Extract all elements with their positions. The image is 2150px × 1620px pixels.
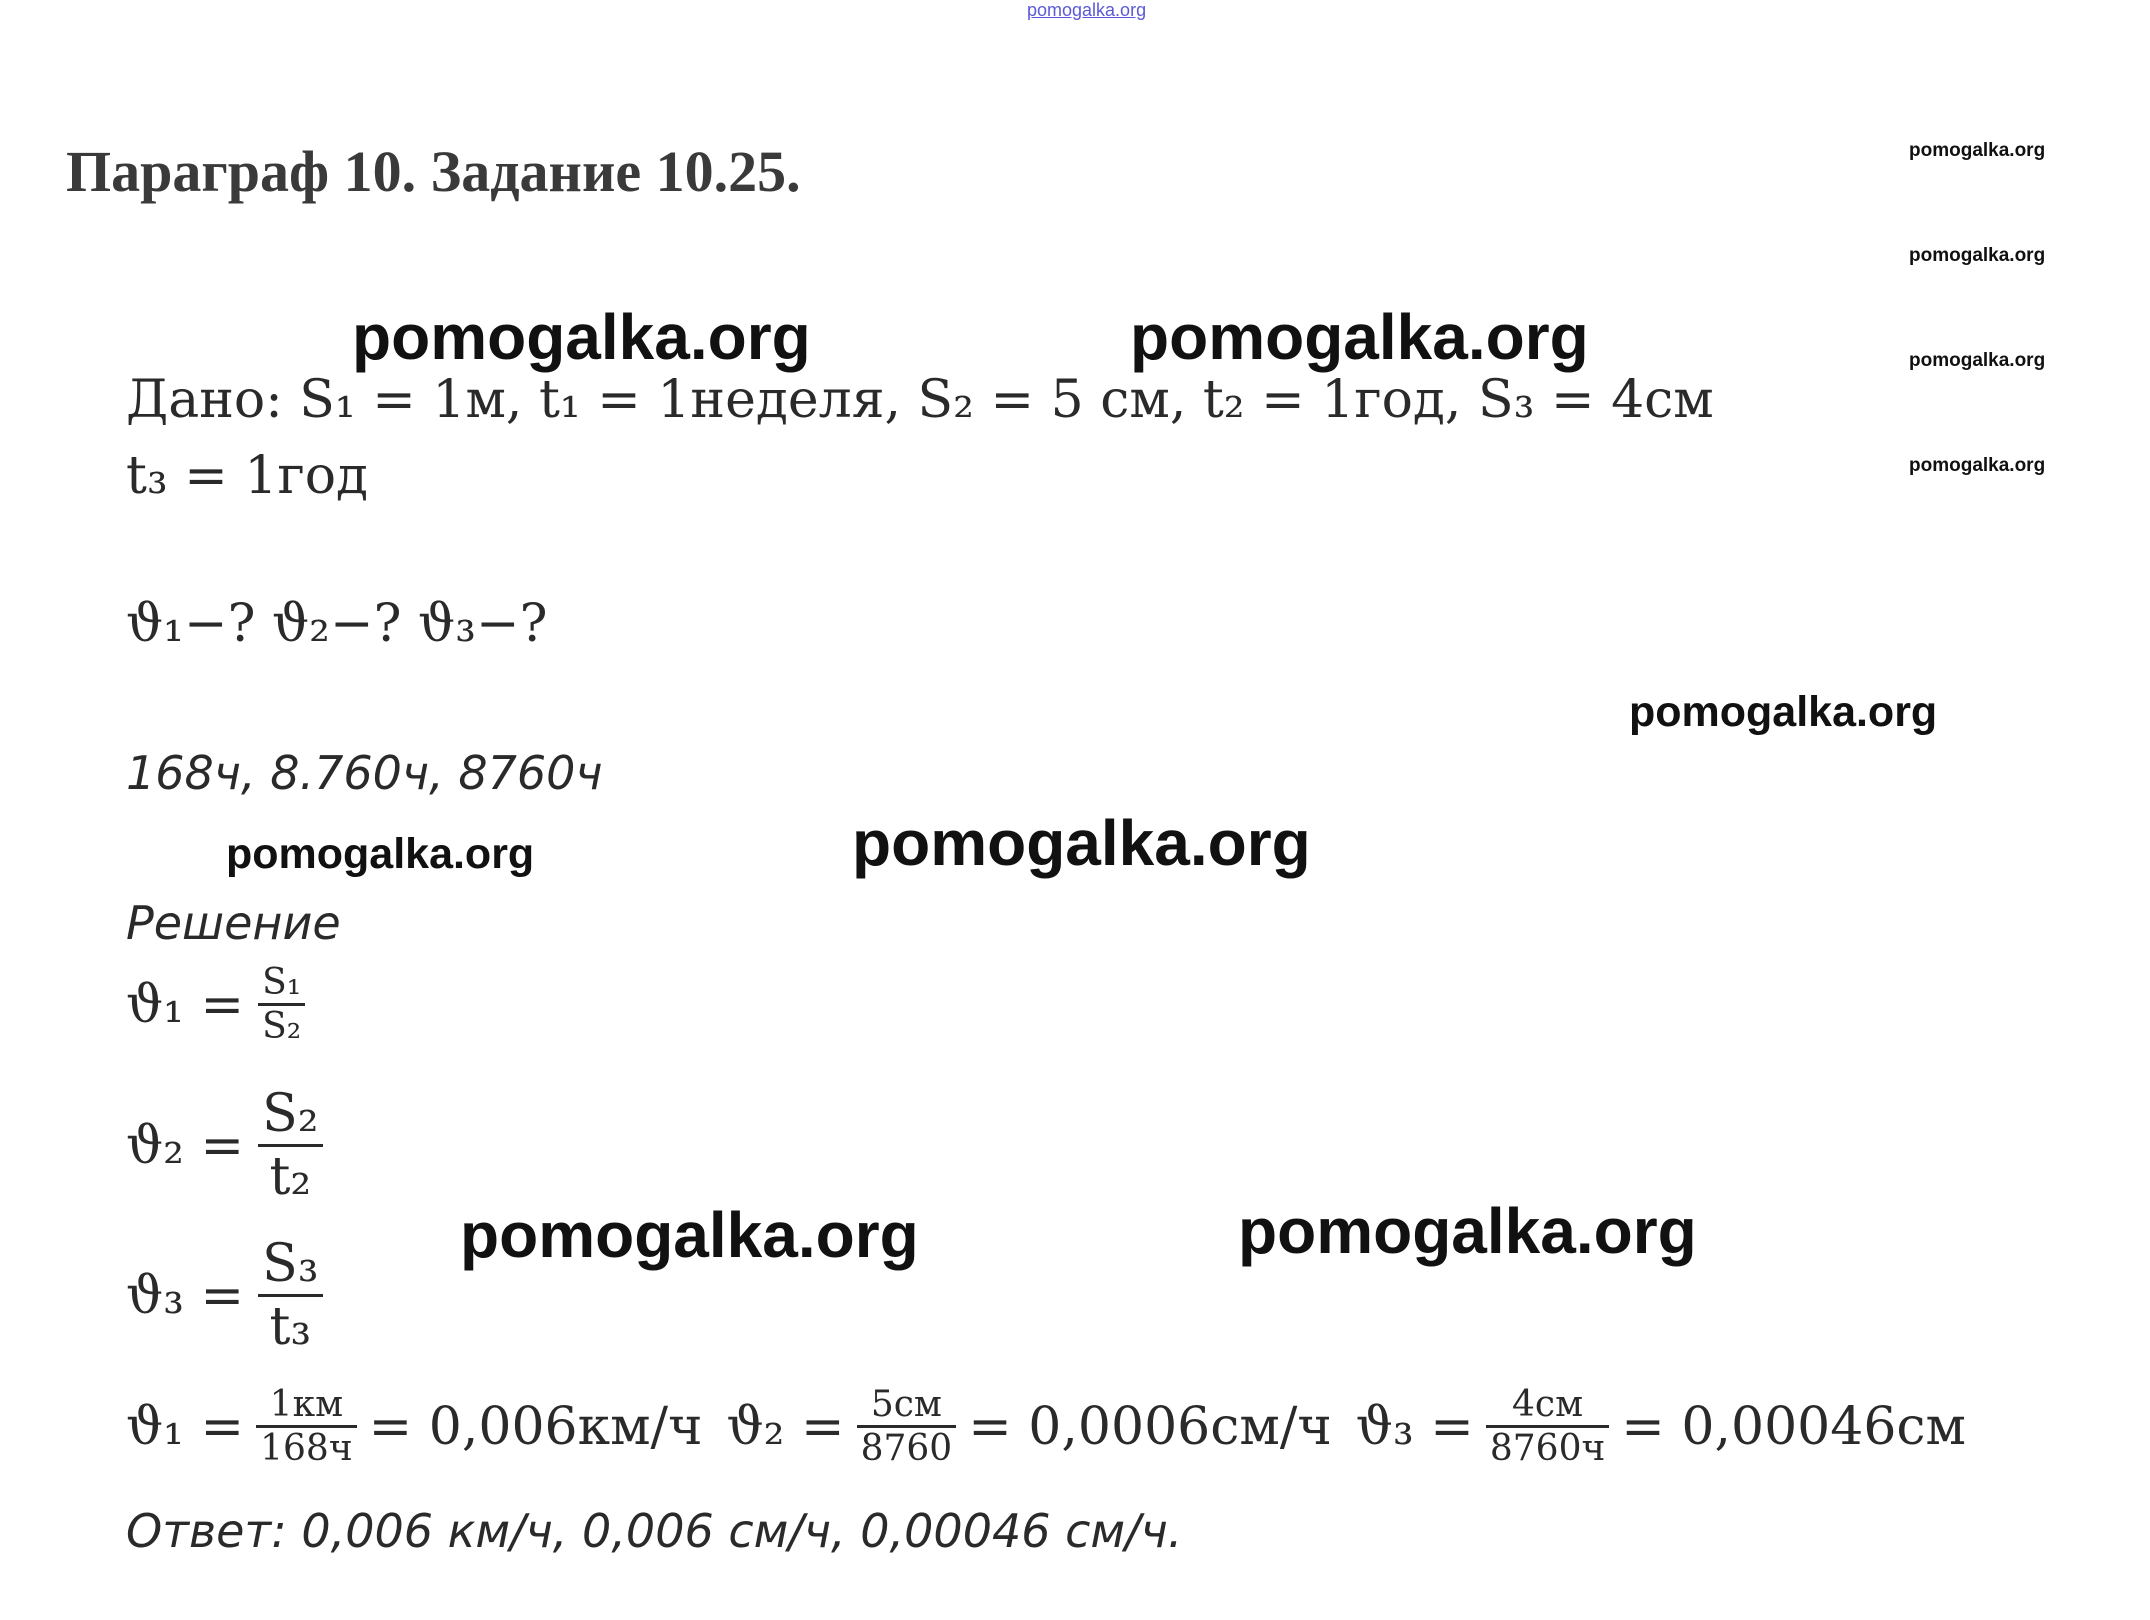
formula-v2-fraction (258, 1084, 322, 1207)
given-line-2: t₃ = 1год (126, 446, 369, 506)
calc-v2-lhs: ϑ₂ = (726, 1396, 845, 1457)
formula-v1-denominator: S₂ (262, 1006, 302, 1047)
watermark-large-4: pomogalka.org (460, 1199, 919, 1271)
formula-v1-fraction (258, 962, 305, 1047)
calc-v1-result: = 0,006км/ч (368, 1396, 703, 1457)
watermark-small-2: pomogalka.org (1909, 245, 2046, 266)
watermark-small-4: pomogalka.org (1909, 455, 2046, 476)
watermark-medium-2: pomogalka.org (226, 830, 535, 878)
calculation-row (126, 1384, 2086, 1469)
given-line-1: Дано: S₁ = 1м, t₁ = 1неделя, S₂ = 5 см, t₂ = 1год, S₃ = 4см (126, 370, 1714, 430)
watermark-large-2: pomogalka.org (1130, 301, 1589, 373)
formula-v1-lhs: ϑ₁ = (126, 974, 245, 1035)
formula-v1-numerator: S₁ (258, 962, 305, 1006)
calc-v2-numerator: 5см (857, 1384, 957, 1428)
watermark-small-3: pomogalka.org (1909, 350, 2046, 371)
calc-v3-lhs: ϑ₃ = (1355, 1396, 1474, 1457)
watermark-medium-1: pomogalka.org (1629, 688, 1938, 736)
formula-v2 (126, 1084, 323, 1207)
watermark-large-1: pomogalka.org (352, 301, 811, 373)
formula-v3 (126, 1234, 323, 1357)
calc-v1-fraction (256, 1384, 357, 1469)
answer-line: Ответ: 0,006 км/ч, 0,006 см/ч, 0,00046 см/ч. (126, 1504, 1183, 1558)
watermark-large-3: pomogalka.org (852, 807, 1311, 879)
formula-v3-lhs: ϑ₃ = (126, 1265, 245, 1326)
calc-v1-lhs: ϑ₁ = (126, 1396, 245, 1457)
watermark-small-1: pomogalka.org (1909, 140, 2046, 161)
formula-v3-fraction (258, 1234, 322, 1357)
calc-v1-denominator: 168ч (260, 1428, 353, 1469)
calc-v3-result: = 0,00046см (1621, 1396, 1966, 1457)
formula-v3-numerator: S₃ (258, 1234, 322, 1297)
top-watermark-link[interactable]: pomogalka.org (1027, 0, 1147, 20)
page-title: Параграф 10. Задание 10.25. (66, 139, 801, 204)
calc-v2-fraction (857, 1384, 957, 1469)
solution-label: Решение (126, 896, 341, 950)
calc-v2-result: = 0,0006см/ч (968, 1396, 1332, 1457)
conversion-line: 168ч, 8.760ч, 8760ч (126, 746, 603, 800)
calc-v3-fraction (1486, 1384, 1609, 1469)
formula-v2-denominator: t₂ (269, 1147, 312, 1207)
find-line: ϑ₁−? ϑ₂−? ϑ₃−? (126, 594, 548, 654)
watermark-large-5: pomogalka.org (1238, 1195, 1697, 1267)
calc-v1-numerator: 1км (256, 1384, 357, 1428)
calc-v2-denominator: 8760 (860, 1428, 953, 1469)
formula-v3-denominator: t₃ (269, 1297, 312, 1357)
formula-v2-lhs: ϑ₂ = (126, 1115, 245, 1176)
calc-v3-denominator: 8760ч (1489, 1428, 1606, 1469)
formula-v1 (126, 962, 305, 1047)
calc-v3-numerator: 4см (1486, 1384, 1609, 1428)
formula-v2-numerator: S₂ (258, 1084, 322, 1147)
